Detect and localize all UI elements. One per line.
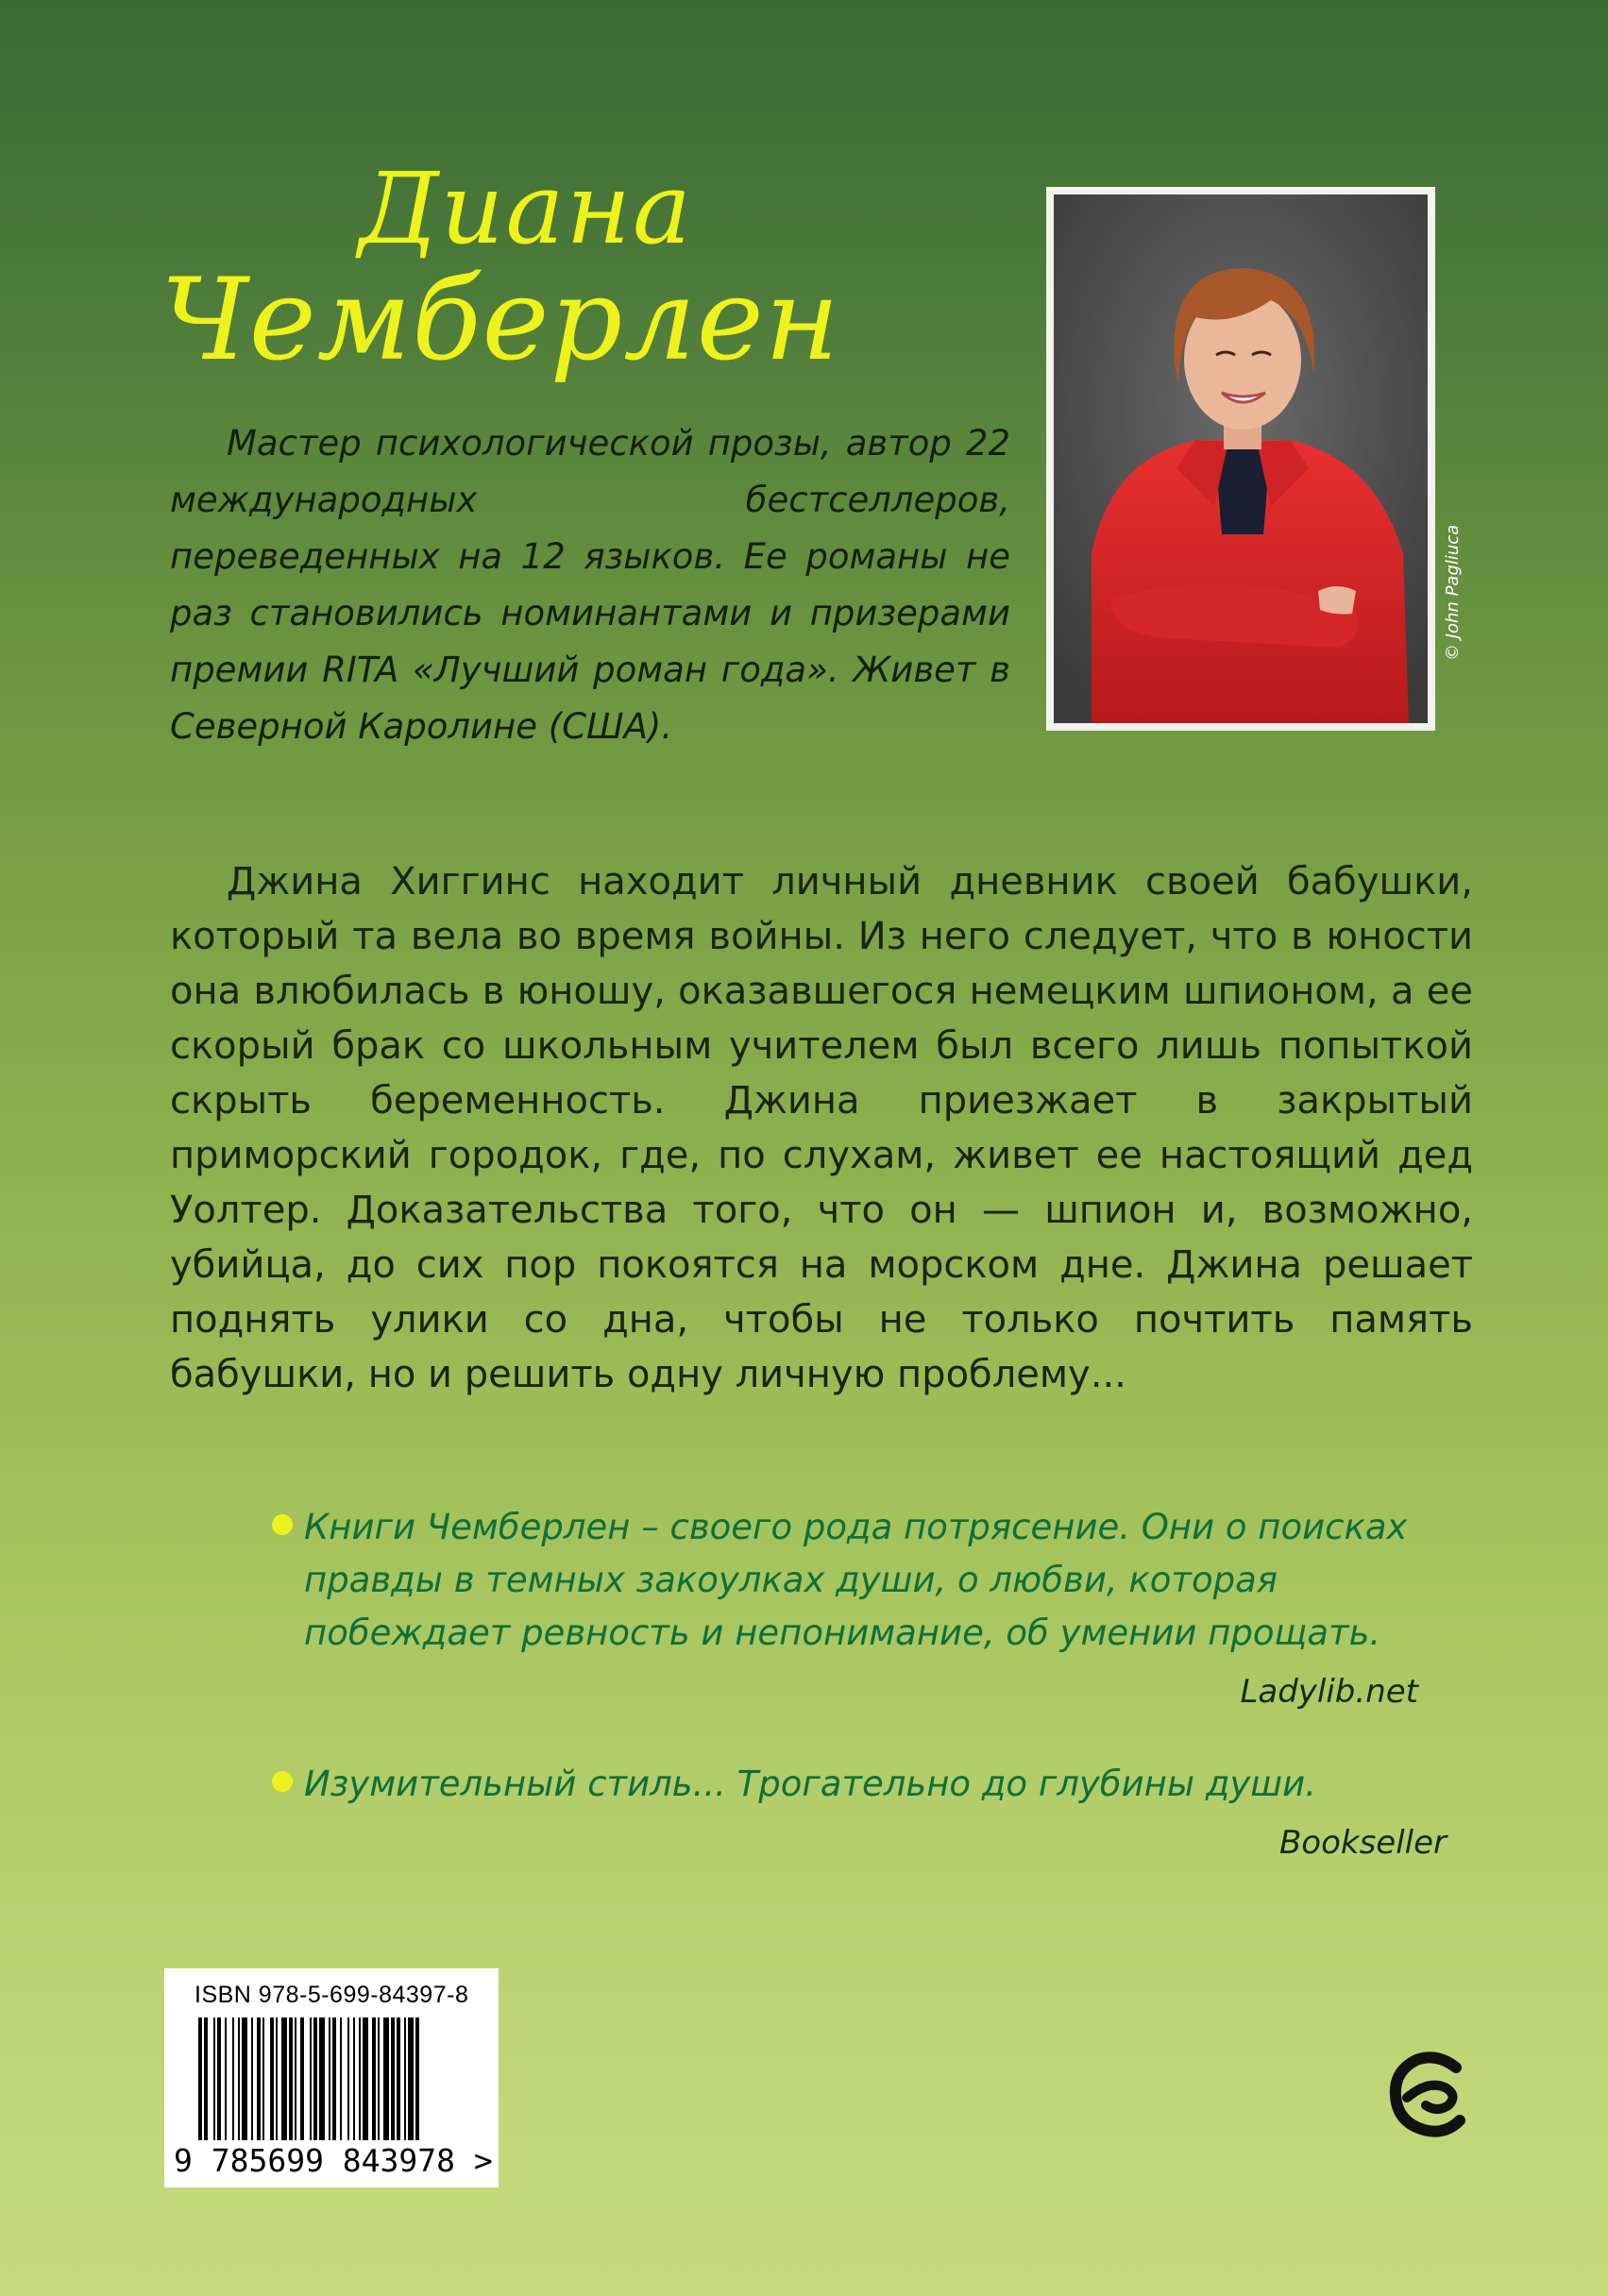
review-quote: Изумительный стиль... Трогательно до глубины души. bbox=[304, 1764, 1316, 1804]
review-quote: Книги Чемберлен – своего рода потрясение. Они о поисках правды в темных закоулках души, о любви, которая побеждает ревность и непонимание, об умении прощать. bbox=[304, 1507, 1408, 1653]
photo-credit: © John Pagliuca bbox=[1443, 524, 1463, 661]
bullet-icon bbox=[272, 1771, 293, 1792]
review-2 bbox=[304, 1758, 1447, 1862]
isbn-text: ISBN 978-5-699-84397-8 bbox=[195, 1982, 469, 2008]
barcode-icon bbox=[198, 2017, 472, 2144]
author-first-name: Диана bbox=[359, 151, 694, 266]
publisher-logo-icon bbox=[1388, 2051, 1471, 2137]
barcode-box bbox=[164, 1968, 499, 2187]
review-1 bbox=[304, 1501, 1418, 1711]
author-bio: Мастер психологической прозы, автор 22 международных бестселлеров, переведенных на 12 языков. Ее романы не раз становились номинантами и призерами премии RITA «Лучший роман года». Живет в Северной Каролине (США). bbox=[170, 423, 1010, 747]
author-photo-frame bbox=[1046, 187, 1435, 731]
review-source: Ladylib.net bbox=[1240, 1673, 1418, 1711]
author-name bbox=[161, 142, 840, 425]
author-last-name: Чемберлен bbox=[161, 255, 840, 386]
author-photo bbox=[1054, 194, 1428, 723]
review-source: Bookseller bbox=[1278, 1824, 1447, 1862]
bullet-icon bbox=[272, 1514, 293, 1535]
barcode-digits: 9 785699 843978 > bbox=[174, 2142, 493, 2179]
synopsis: Джина Хиггинс находит личный дневник своей бабушки, который та вела во время войны. Из него следует, что в юности она влюбилась в юношу, оказавшегося немецким шпионом, а ее скорый брак со школьным учителем был всего лишь попыткой скрыть беременность. Джина приезжает в закрытый приморский городок, где, по слухам, живет ее настоящий дед Уолтер. Доказательства того, что он — шпион и, возможно, убийца, до сих пор покоятся на морском дне. Джина решает поднять улики со дна, чтобы не только почтить память бабушки, но и решить одну личную проблему... bbox=[170, 860, 1473, 1396]
